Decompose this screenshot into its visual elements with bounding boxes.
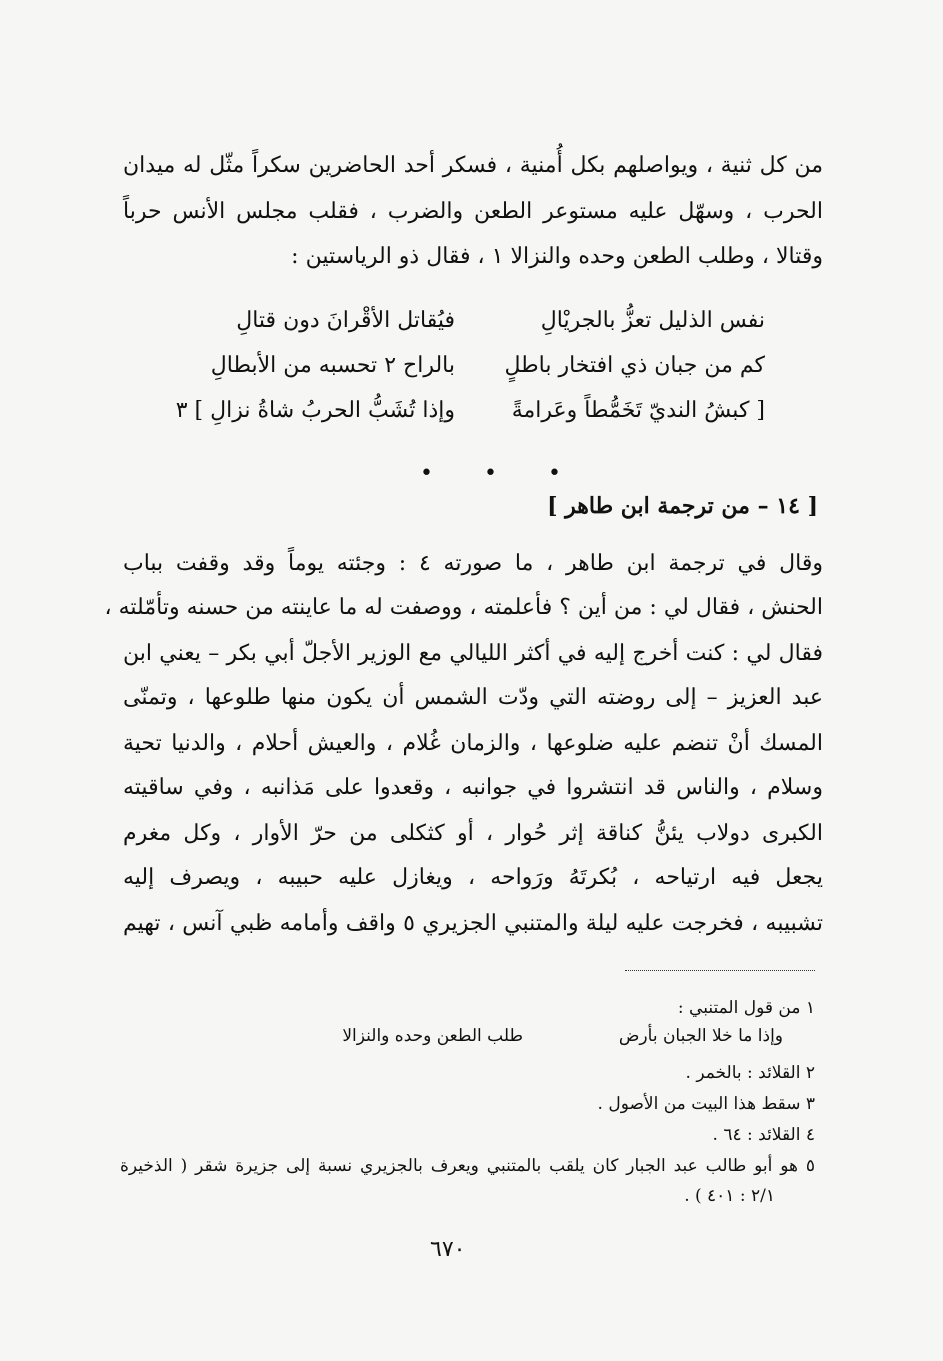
verse-1-second: فيُقاتل الأقْرانَ دون قتالِ <box>236 308 455 333</box>
verse-3-second: وإذا تُشَبُّ الحربُ شاةُ نزالِ ] ٣ <box>175 398 455 423</box>
body-line-8: يجعل فيه ارتياحه ، بُكرتَهُ ورَواحه ، ويغازل عليه حبيبه ، ويصرف إليه <box>123 865 823 890</box>
body-line-4: عبد العزيز – إلى روضته التي ودّت الشمس أن يكون منها طلوعها ، وتمنّى <box>123 685 823 710</box>
verse-2-first: كم من جبان ذي افتخار باطلٍ <box>504 353 765 378</box>
footnote-separator <box>625 970 815 971</box>
body-line-3: فقال لي : كنت أخرج إليه في أكثر الليالي مع الوزير الأجلّ أبي بكر – يعني ابن <box>123 641 823 666</box>
footnote-1-verse-second: طلب الطعن وحده والنزالا <box>342 1026 523 1046</box>
footnote-1-label: ١ من قول المتنبي : <box>677 998 815 1018</box>
footnote-5-line-2: ٢/١ : ٤٠١ ) . <box>684 1186 775 1206</box>
section-heading: [ ١٤ – من ترجمة ابن طاهر ] <box>547 493 818 519</box>
footnote-2: ٢ القلائد : بالخمر . <box>685 1063 815 1083</box>
body-line-1: وقال في ترجمة ابن طاهر ، ما صورته ٤ : وجئته يوماً وقد وقفت بباب <box>123 551 823 576</box>
footnote-1-verse-first: وإذا ما خلا الجبان بأرض <box>618 1026 783 1046</box>
verse-2-second: بالراح ٢ تحسبه من الأبطالِ <box>210 353 455 378</box>
page-number: ٦٧٠ <box>430 1237 466 1262</box>
verse-1-first: نفس الذليل تعزُّ بالجريْالِ <box>540 308 765 333</box>
verse-3-first: [ كبشُ النديّ تَخَمُّطاً وعَرامةً <box>511 398 765 423</box>
body-line-7: الكبرى دولاب يئنُّ كناقة إثر حُوار ، أو كثكلى من حرّ الأوار ، وكل مغرم <box>123 821 823 846</box>
footnote-4: ٤ القلائد : ٦٤ . <box>712 1125 815 1145</box>
intro-line-3: وقتالا ، وطلب الطعن وحده والنزالا ١ ، فقال ذو الرياستين : <box>291 244 823 269</box>
body-line-9: تشبيبه ، فخرجت عليه ليلة والمتنبي الجزيري ٥ واقف وأمامه ظبي آنس ، تهيم <box>123 911 824 936</box>
body-line-5: المسك أنْ تنضم عليه ضلوعها ، والزمان غُلام ، والعيش أحلام ، والدنيا تحية <box>123 731 823 756</box>
body-line-2: الحنش ، فقال لي : من أين ؟ فأعلمته ، ووصفت له ما عاينته من حسنه وتأمّلته ، <box>104 595 823 620</box>
intro-line-2: الحرب ، وسهّل عليه مستوعر الطعن والضرب ، فقلب مجلس الأنس حرباً <box>123 199 823 224</box>
intro-line-1: من كل ثنية ، ويواصلهم بكل أُمنية ، فسكر أحد الحاضرين سكراً مثّل له ميدان <box>123 153 823 178</box>
footnote-3: ٣ سقط هذا البيت من الأصول . <box>597 1094 815 1114</box>
separator-dots: • • • <box>420 461 583 486</box>
body-line-6: وسلام ، والناس قد انتشروا في جوانبه ، وقعدوا على مَذانبه ، وفي ساقيته <box>123 775 823 800</box>
footnote-5-line-1: ٥ هو أبو طالب عبد الجبار كان يلقب بالمتنبي ويعرف بالجزيري نسبة إلى جزيرة شقر ( الذخيرة <box>120 1156 815 1176</box>
